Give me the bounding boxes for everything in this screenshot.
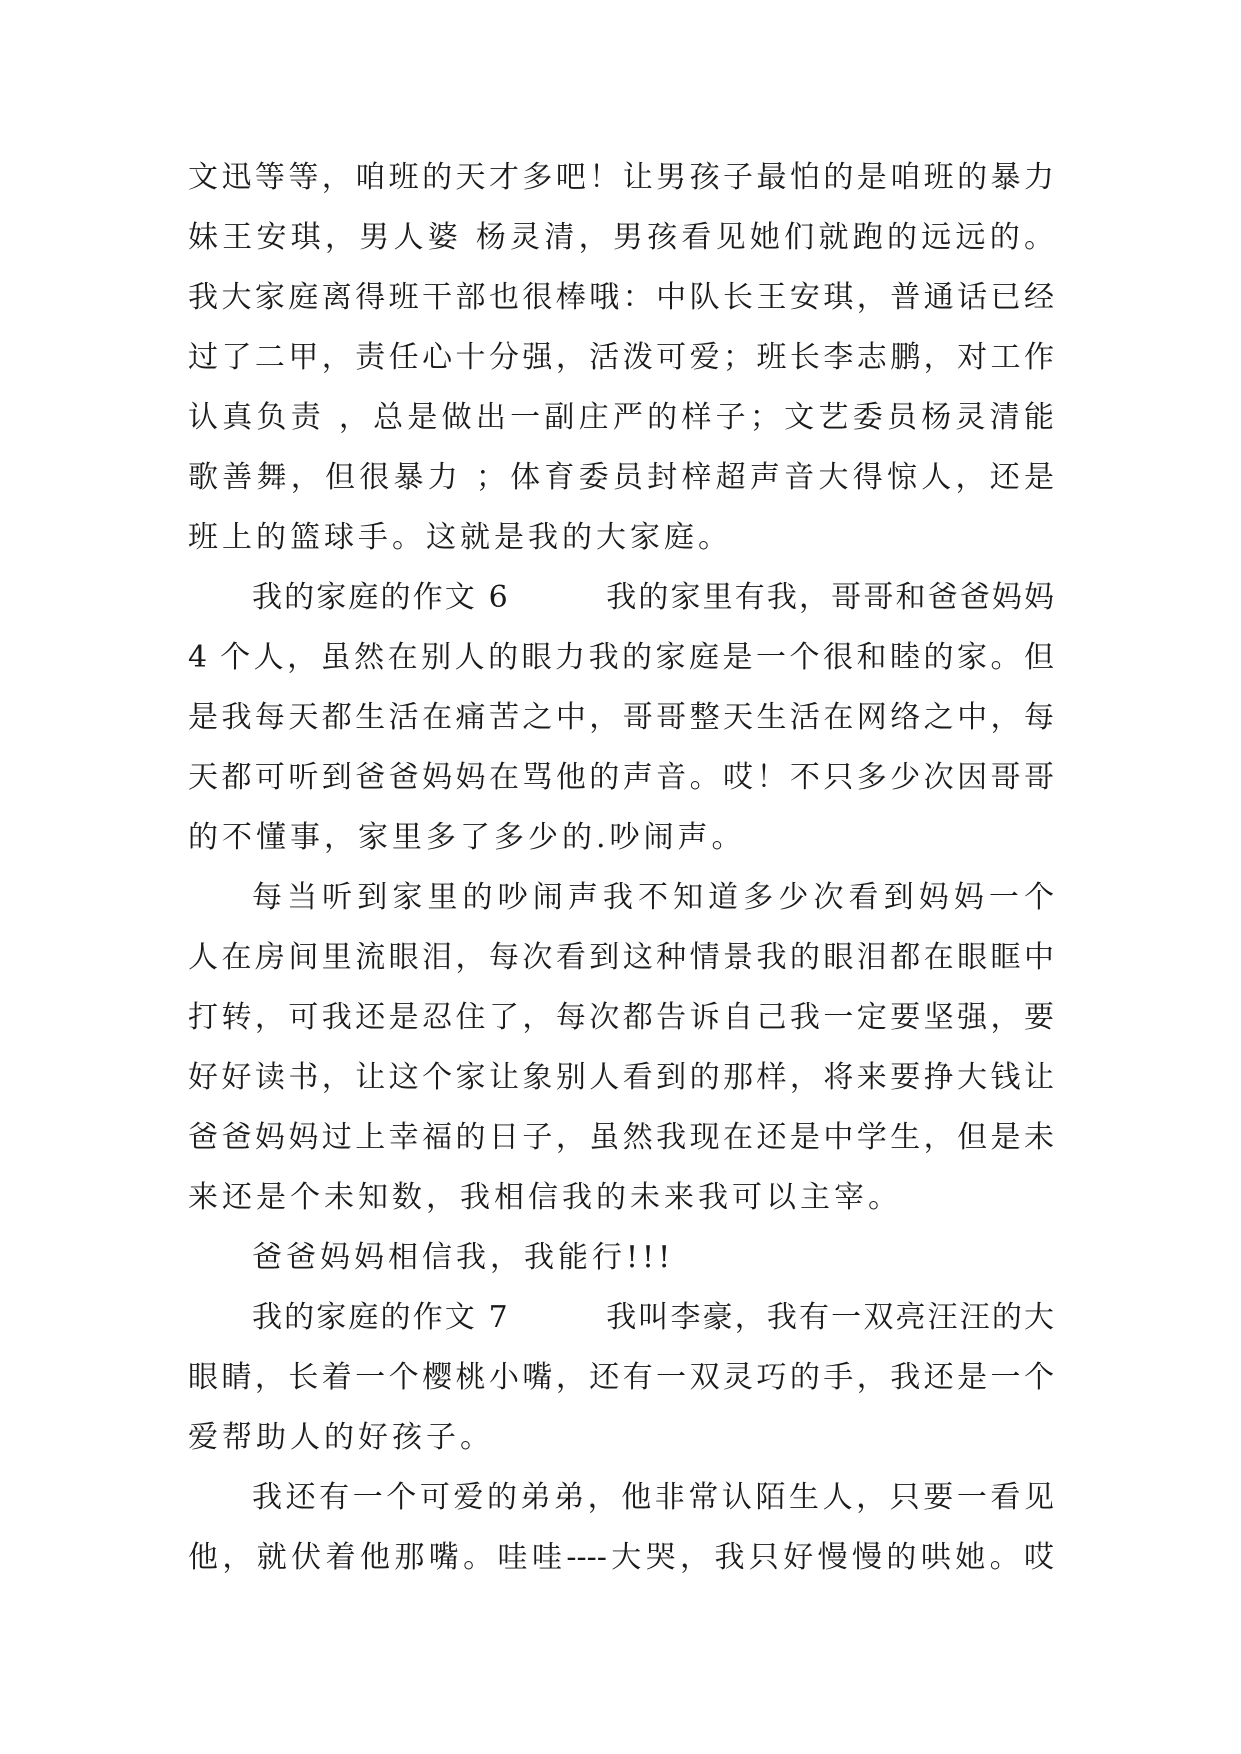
text-line: 4 个人，虽然在别人的眼力我的家庭是一个很和睦的家。但 xyxy=(188,640,1054,675)
text-line: 打转，可我还是忍住了，每次都告诉自己我一定要坚强，要 xyxy=(188,1000,1054,1035)
text-line: 爸爸妈妈相信我，我能行!!! xyxy=(252,1240,675,1275)
text-line: 的不懂事，家里多了多少的.吵闹声。 xyxy=(188,820,746,855)
text-line: 眼睛，长着一个樱桃小嘴，还有一双灵巧的手，我还是一个 xyxy=(188,1360,1054,1395)
text-line: 我的家庭的作文 7 我叫李豪，我有一双亮汪汪的大 xyxy=(252,1300,1054,1335)
text-line: 爸爸妈妈过上幸福的日子，虽然我现在还是中学生，但是未 xyxy=(188,1120,1054,1155)
text-line: 我大家庭离得班干部也很棒哦：中队长王安琪，普通话已经 xyxy=(188,280,1054,315)
text-line: 好好读书，让这个家让象别人看到的那样，将来要挣大钱让 xyxy=(188,1060,1054,1095)
text-line: 天都可听到爸爸妈妈在骂他的声音。哎！不只多少次因哥哥 xyxy=(188,760,1054,795)
text-line: 是我每天都生活在痛苦之中，哥哥整天生活在网络之中，每 xyxy=(188,700,1054,735)
text-line: 我还有一个可爱的弟弟，他非常认陌生人，只要一看见 xyxy=(252,1480,1054,1515)
text-line: 班上的篮球手。这就是我的大家庭。 xyxy=(188,520,732,555)
text-line: 爱帮助人的好孩子。 xyxy=(188,1420,494,1455)
text-line: 文迅等等，咱班的天才多吧！让男孩子最怕的是咱班的暴力 xyxy=(188,160,1054,195)
text-line: 来还是个未知数，我相信我的未来我可以主宰。 xyxy=(188,1180,902,1215)
text-line: 认真负责 ，总是做出一副庄严的样子；文艺委员杨灵清能 xyxy=(188,400,1054,435)
text-line: 他，就伏着他那嘴。哇哇----大哭，我只好慢慢的哄她。哎 xyxy=(188,1540,1054,1575)
text-line: 人在房间里流眼泪，每次看到这种情景我的眼泪都在眼眶中 xyxy=(188,940,1054,975)
text-line: 歌善舞，但很暴力 ；体育委员封梓超声音大得惊人，还是 xyxy=(188,460,1054,495)
text-line: 每当听到家里的吵闹声我不知道多少次看到妈妈一个 xyxy=(252,880,1054,915)
text-line: 我的家庭的作文 6 我的家里有我，哥哥和爸爸妈妈 xyxy=(252,580,1054,615)
text-line: 妹王安琪，男人婆 杨灵清，男孩看见她们就跑的远远的。 xyxy=(188,220,1054,255)
document-page xyxy=(188,158,1054,1598)
text-line: 过了二甲，责任心十分强，活泼可爱；班长李志鹏，对工作 xyxy=(188,340,1054,375)
